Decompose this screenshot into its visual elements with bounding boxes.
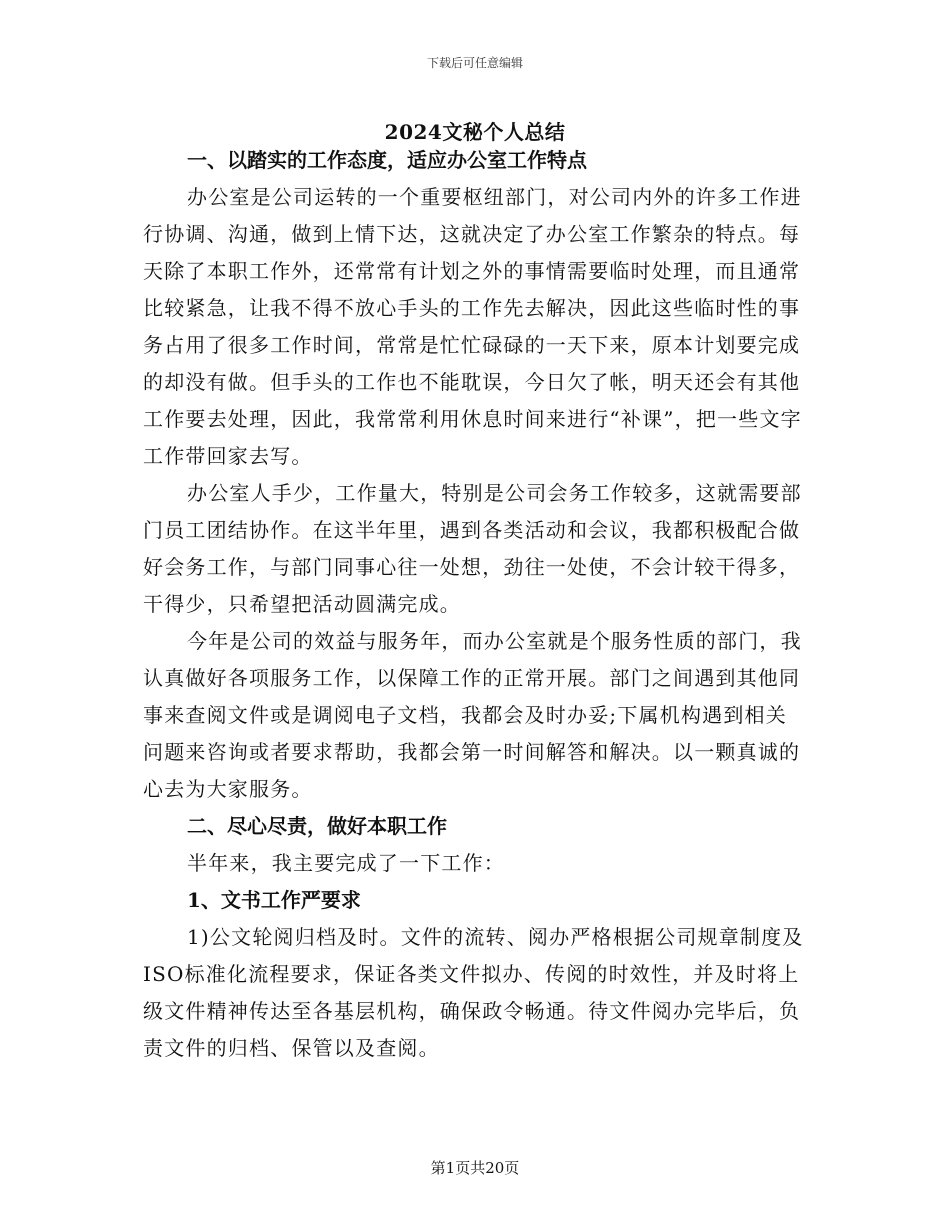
- section-heading-2: 二、尽心尽责，做好本职工作: [187, 814, 447, 838]
- paragraph-5: 1)公文轮阅归档及时。文件的流转、阅办严格根据公司规章制度及ISO标准化流程要求，保证各类文件拟办、传阅的时效性，并及时将上级文件精神传达至各基层机构，确保政令畅通。待文件阅办完毕后，负责文件的归档、保管以及查阅。: [143, 925, 804, 1060]
- document-title: 2024文秘个人总结: [384, 120, 566, 144]
- section-heading-1: 一、以踏实的工作态度，适应办公室工作特点: [187, 148, 587, 172]
- document-body: [143, 142, 805, 1067]
- paragraph-4: 半年来，我主要完成了一下工作：: [187, 851, 505, 875]
- header-note: 下载后可任意编辑: [426, 56, 523, 70]
- paragraph-2: 办公室人手少，工作量大，特别是公司会务工作较多，这就需要部门员工团结协作。在这半年里，遇到各类活动和会议，我都积极配合做好会务工作，与部门同事心往一处想，劲往一处使，不会计较干得多，干得少，只希望把活动圆满完成。: [143, 481, 802, 616]
- page-number: 第1页共20页: [430, 1159, 520, 1177]
- section-heading-3: 1、文书工作严要求: [187, 888, 361, 912]
- paragraph-3: 今年是公司的效益与服务年，而办公室就是个服务性质的部门，我认真做好各项服务工作，以保障工作的正常开展。部门之间遇到其他同事来查阅文件或是调阅电子文档，我都会及时办妥;下属机构遇到相关问题来咨询或者要求帮助，我都会第一时间解答和解决。以一颗真诚的心去为大家服务。: [143, 629, 802, 801]
- paragraph-1: 办公室是公司运转的一个重要枢纽部门，对公司内外的许多工作进行协调、沟通，做到上情下达，这就决定了办公室工作繁杂的特点。每天除了本职工作外，还常常有计划之外的事情需要临时处理，而且通常比较紧急，让我不得不放心手头的工作先去解决，因此这些临时性的事务占用了很多工作时间，常常是忙忙碌碌的一天下来，原本计划要完成的却没有做。但手头的工作也不能耽误，今日欠了帐，明天还会有其他工作要去处理，因此，我常常利用休息时间来进行“补课”，把一些文字工作带回家去写。: [143, 185, 802, 468]
